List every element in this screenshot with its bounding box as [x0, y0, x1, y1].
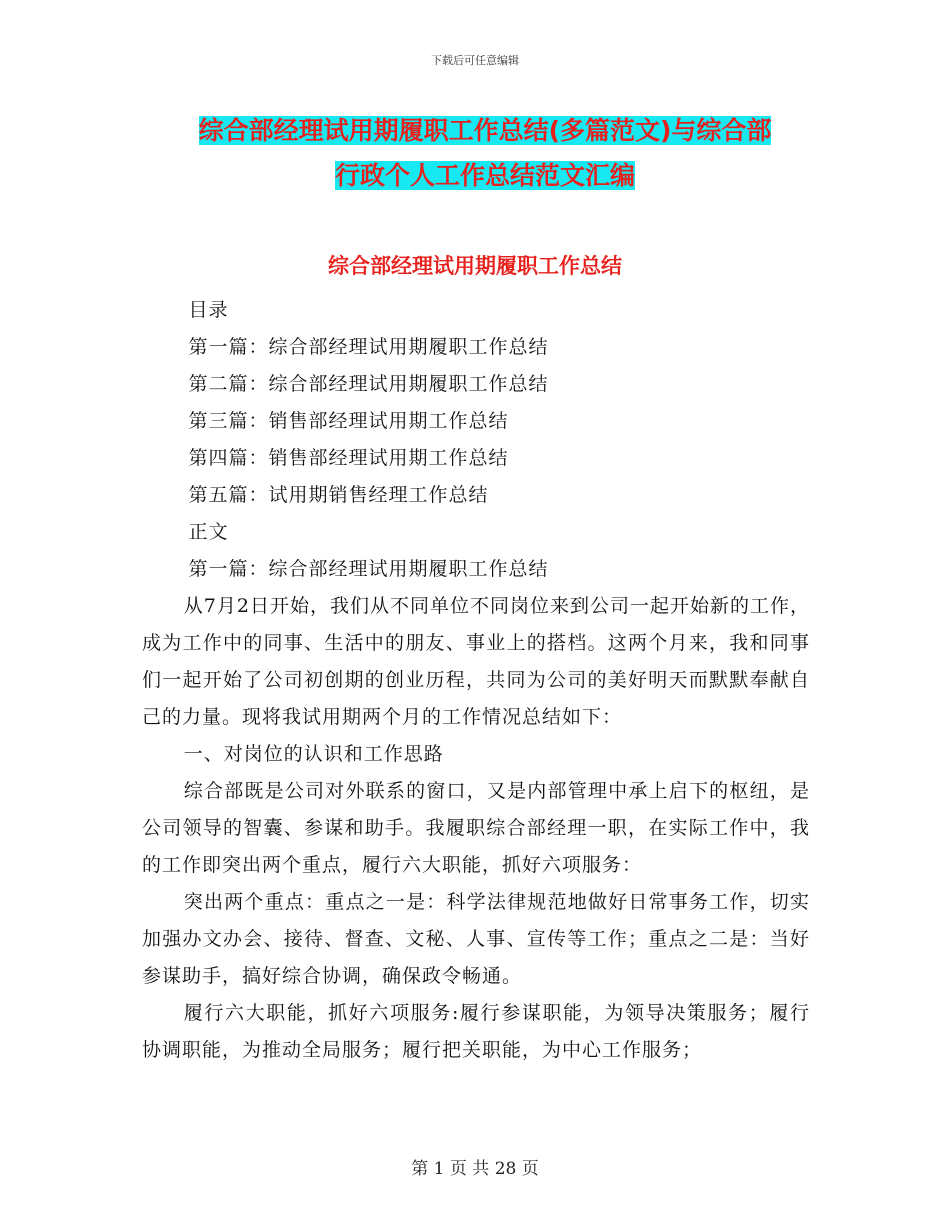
article-title: 第一篇：综合部经理试用期履职工作总结: [188, 558, 549, 580]
body-paragraph: 从7月2日开始，我们从不同单位不同岗位来到公司一起开始新的工作，成为工作中的同事、生活中的朋友、事业上的搭档。这两个月来，我和同事们一起开始了公司初创期的创业历程，共同为公司的美好明天而默默奉献自己的力量。现将我试用期两个月的工作情况总结如下：: [142, 595, 810, 728]
document-title-line-2: 行政个人工作总结范文汇编: [334, 161, 635, 190]
document-title: [140, 108, 830, 198]
document-title-line-1: 综合部经理试用期履职工作总结(多篇范文)与综合部: [198, 116, 772, 145]
body-paragraph: 突出两个重点：重点之一是：科学法律规范地做好日常事务工作，切实加强办文办会、接待、督查、文秘、人事、宣传等工作；重点之二是：当好参谋助手，搞好综合协调，确保政令畅通。: [142, 891, 810, 987]
toc-item: 第五篇：试用期销售经理工作总结: [188, 484, 489, 506]
page-header-note: 下载后可任意编辑: [431, 54, 519, 67]
document-body: [142, 292, 810, 1069]
section-title: 综合部经理试用期履职工作总结: [328, 254, 622, 278]
toc-item: 第二篇：综合部经理试用期履职工作总结: [188, 373, 549, 395]
toc-item: 第四篇：销售部经理试用期工作总结: [188, 447, 509, 469]
page-footer: 第 1 页 共 28 页: [411, 1159, 539, 1179]
toc-item: 第三篇：销售部经理试用期工作总结: [188, 410, 509, 432]
subsection-heading: 一、对岗位的认识和工作思路: [183, 743, 444, 765]
toc-item: 第一篇：综合部经理试用期履职工作总结: [188, 336, 549, 358]
body-paragraph: 履行六大职能，抓好六项服务:履行参谋职能，为领导决策服务；履行协调职能，为推动全局服务；履行把关职能，为中心工作服务；: [142, 1002, 810, 1061]
body-heading: 正文: [188, 521, 229, 543]
body-paragraph: 综合部既是公司对外联系的窗口，又是内部管理中承上启下的枢纽，是公司领导的智囊、参谋和助手。我履职综合部经理一职，在实际工作中，我的工作即突出两个重点，履行六大职能，抓好六项服务：: [142, 780, 810, 876]
toc-heading: 目录: [188, 299, 229, 321]
